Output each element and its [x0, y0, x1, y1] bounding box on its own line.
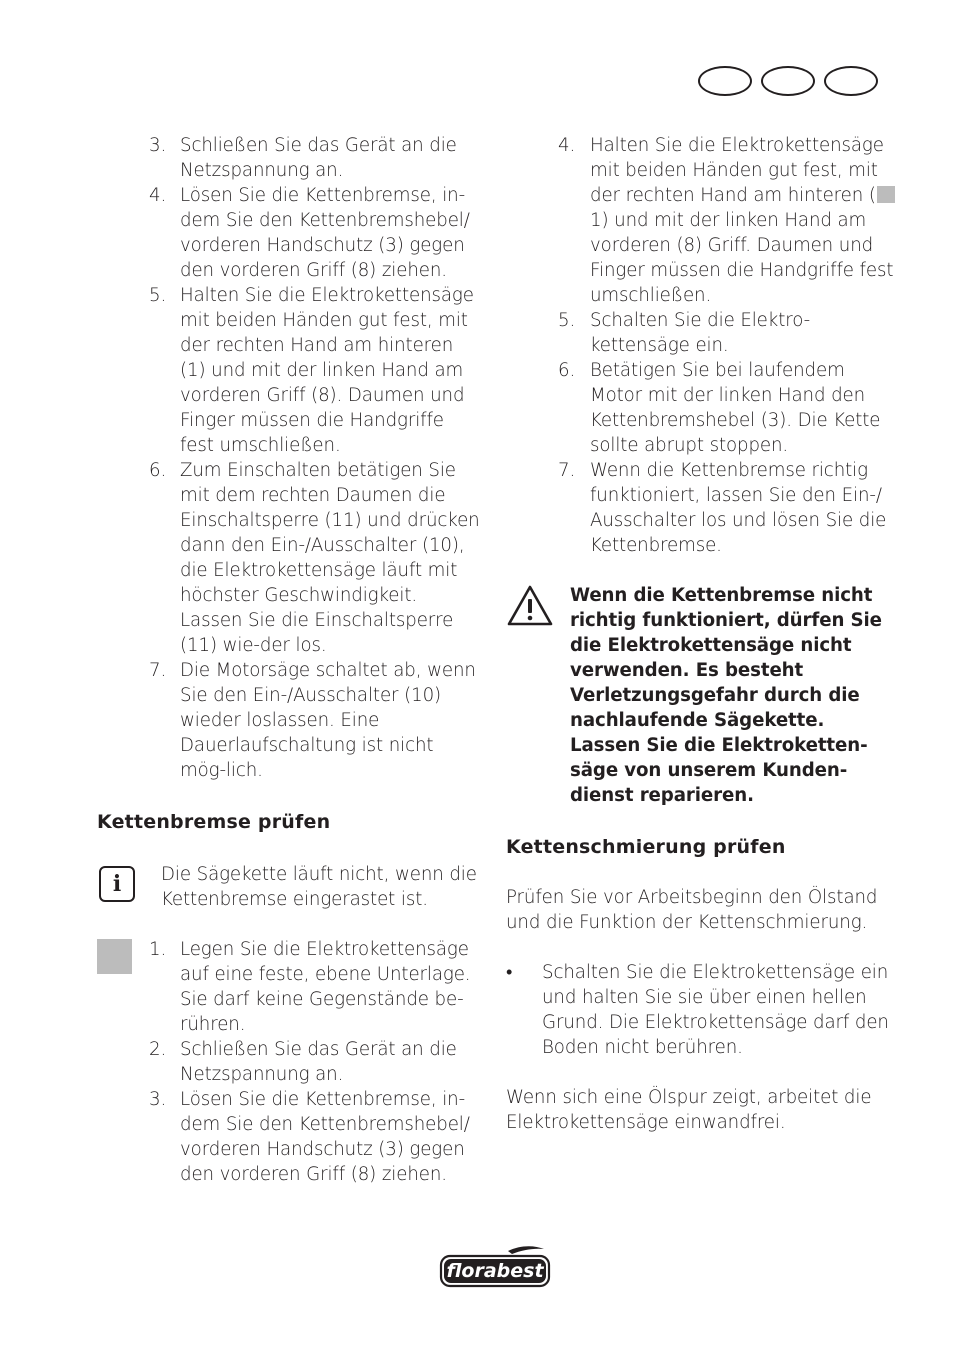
warning-text: Wenn die Kettenbremse nicht richtig funktioniert, dürfen Sie die Elektrokettensäge nicht verwenden. Es besteht Verletzungsgefahr durch die nachlaufende Sägekette. Lassen Sie die Elektroketten-säge von unserem Kunden-dienst reparieren.: [570, 585, 882, 806]
language-oval-3: [824, 66, 878, 96]
list-item: 1. Legen Sie die Elektrokettensäge auf eine feste, ebene Unterlage. Sie darf keine Gegenstände be-rühren.: [149, 939, 471, 1035]
info-note: [97, 862, 481, 912]
intro-paragraph: Prüfen Sie vor Arbeitsbeginn den Ölstand und die Funktion der Kettenschmierung.: [506, 887, 878, 933]
left-column: [97, 133, 481, 1187]
info-icon: i: [99, 866, 135, 902]
language-oval-2: [761, 66, 815, 96]
steps-list-b: [97, 937, 481, 1187]
closing-paragraph: Wenn sich eine Ölspur zeigt, arbeitet die Elektrokettensäge einwandfrei.: [506, 1087, 872, 1133]
section-heading-kettenbremse: Kettenbremse prüfen: [97, 811, 331, 833]
list-item: • Schalten Sie die Elektrokettensäge ein und halten Sie sie über einen hellen Grund. Die Elektrokettensäge darf den Boden nicht berühren.: [506, 962, 889, 1058]
list-item: 3. Schließen Sie das Gerät an die Netzspannung an.: [149, 135, 457, 181]
list-item: 5. Schalten Sie die Elektro-kettensäge ein.: [558, 310, 811, 356]
steps-block-b: [97, 937, 481, 1187]
list-item: 5. Halten Sie die Elektrokettensäge mit beiden Händen gut fest, mit der rechten Hand am hinteren (1) und mit der linken Hand am vorderen Griff (8). Daumen und Finger müssen die Handgriffe fest umschließen.: [149, 285, 474, 456]
bullet-list: [506, 960, 898, 1060]
language-ovals: [698, 66, 878, 96]
logo-text: florabest: [446, 1260, 544, 1282]
list-item: 7. Wenn die Kettenbremse richtig funktioniert, lassen Sie den Ein-/ Ausschalter los und lösen Sie die Kettenbremse.: [558, 460, 887, 556]
steps-list-a: [97, 133, 481, 783]
steps-list-right: [506, 133, 898, 558]
list-item: 3. Lösen Sie die Kettenbremse, in-dem Sie den Kettenbremshebel/ vorderen Handschutz (3) gegen den vorderen Griff (8) ziehen.: [149, 1089, 470, 1185]
info-text: Die Sägekette läuft nicht, wenn die Kettenbremse eingerastet ist.: [161, 864, 477, 910]
list-item: 7. Die Motorsäge schaltet ab, wenn Sie den Ein-/Ausschalter (10) wieder loslassen. Eine Dauerlaufschaltung ist nicht mög-lich.: [149, 660, 476, 781]
list-item: 6. Betätigen Sie bei laufendem Motor mit der linken Hand den Kettenbremshebel (3). Die Kette sollte abrupt stoppen.: [558, 360, 881, 456]
list-item: 2. Schließen Sie das Gerät an die Netzspannung an.: [149, 1039, 457, 1085]
florabest-logo: [438, 1243, 552, 1293]
list-item: 6. Zum Einschalten betätigen Sie mit dem rechten Daumen die Einschaltsperre (11) und drücken dann den Ein-/Ausschalter (10), die Elektrokettensäge läuft mit höchster Geschwindigkeit. Lassen Sie die Einschaltsperre (11) wie-der los.: [149, 460, 480, 656]
warning-triangle-icon: [506, 583, 554, 627]
inline-gray-square: [877, 186, 895, 203]
section-heading-kettenschmierung: Kettenschmierung prüfen: [506, 836, 786, 858]
list-item: 4. Lösen Sie die Kettenbremse, in-dem Sie den Kettenbremshebel/ vorderen Handschutz (3) gegen den vorderen Griff (8) ziehen.: [149, 185, 470, 281]
language-oval-1: [698, 66, 752, 96]
list-item: 4. Halten Sie die Elektrokettensäge mit beiden Händen gut fest, mit der rechten Hand am hinteren (1) und mit der linken Hand am vorderen (8) Griff. Daumen und Finger müssen die Handgriffe fest umschließen.: [558, 135, 894, 306]
warning-note: [506, 583, 898, 808]
right-column: [506, 133, 898, 1135]
